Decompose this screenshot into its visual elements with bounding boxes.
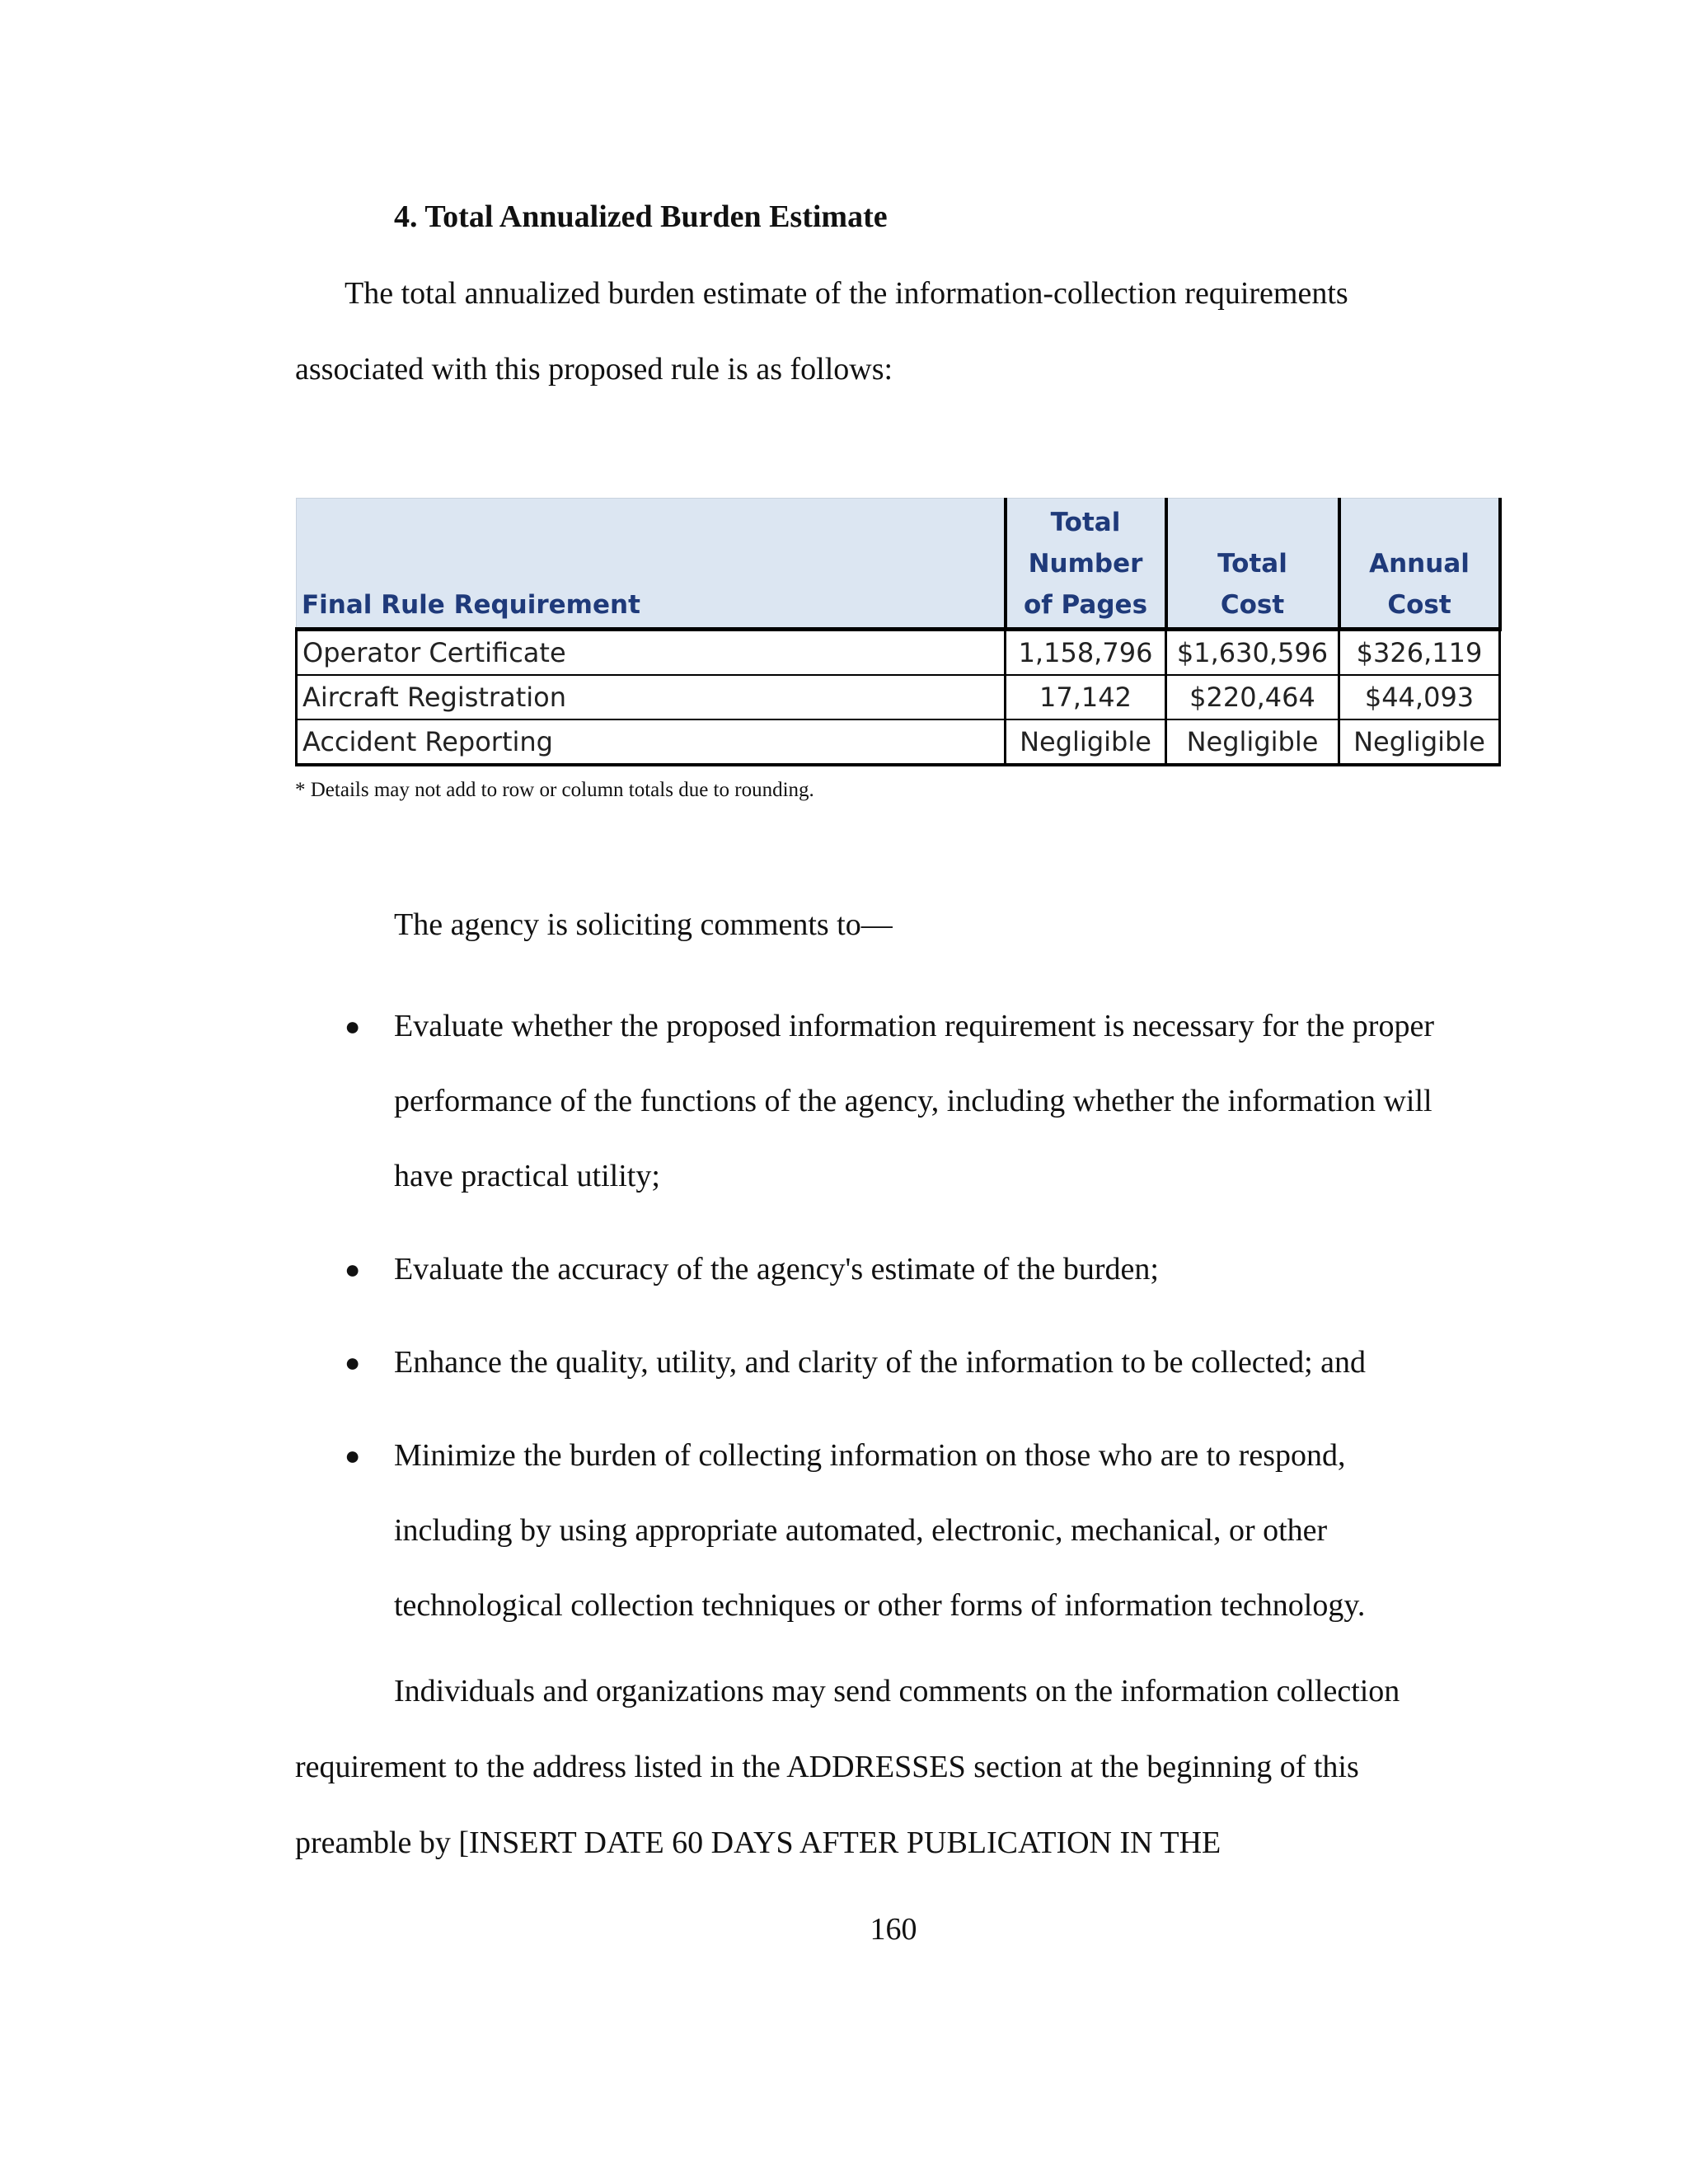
table-row: [297, 630, 1500, 676]
intro-line: The total annualized burden estimate of the information-collection requirements: [345, 276, 1348, 311]
bullet-icon: ●: [345, 1254, 361, 1284]
header-annual-cost: [1339, 499, 1500, 630]
comment-bullet-list: [295, 989, 1507, 1661]
cell-annual-cost: Negligible: [1339, 719, 1500, 765]
bullet-line: performance of the functions of the agency, including whether the information will: [394, 1084, 1432, 1118]
header-annual-cost-line: Annual: [1369, 549, 1470, 579]
cell-total-cost: $1,630,596: [1166, 630, 1339, 676]
bullet-line: Evaluate whether the proposed information requirement is necessary for the proper: [394, 1009, 1434, 1043]
bullet-icon: ●: [345, 1441, 361, 1470]
cell-requirement: Operator Certificate: [297, 630, 1006, 676]
cell-pages: 1,158,796: [1006, 630, 1166, 676]
cell-total-cost: Negligible: [1166, 719, 1339, 765]
cell-annual-cost: $44,093: [1339, 675, 1500, 719]
table-row: [297, 719, 1500, 765]
cell-requirement: Accident Reporting: [297, 719, 1006, 765]
cell-annual-cost: $326,119: [1339, 630, 1500, 676]
closing-paragraph: [295, 1653, 1507, 1881]
burden-table-wrapper: [295, 498, 1498, 766]
table-footnote: * Details may not add to row or column totals due to rounding.: [295, 779, 814, 801]
header-total-cost: [1166, 499, 1339, 630]
bullet-line: Enhance the quality, utility, and clarity of the information to be collected; and: [394, 1345, 1367, 1380]
table-header-row: [297, 499, 1500, 630]
header-pages-line: Total: [1050, 508, 1121, 537]
bullet-icon: ●: [345, 1347, 361, 1377]
section-heading: 4. Total Annualized Burden Estimate: [394, 199, 888, 234]
header-total-pages: [1006, 499, 1166, 630]
burden-table: [295, 498, 1502, 766]
header-total-cost-line: Cost: [1220, 590, 1285, 620]
list-item: [295, 1232, 1507, 1307]
list-item: [295, 989, 1507, 1214]
bullet-line: Minimize the burden of collecting information on those who are to respond,: [394, 1438, 1346, 1473]
header-pages-line: of Pages: [1023, 590, 1148, 620]
page-number: 160: [870, 1912, 917, 1947]
cell-requirement: Aircraft Registration: [297, 675, 1006, 719]
soliciting-paragraph: [295, 887, 1507, 963]
bullet-line: have practical utility;: [394, 1159, 660, 1193]
soliciting-line: The agency is soliciting comments to—: [394, 907, 893, 942]
intro-line: associated with this proposed rule is as follows:: [295, 352, 893, 387]
closing-line: Individuals and organizations may send comments on the information collection: [394, 1674, 1400, 1708]
bullet-icon: ●: [345, 1011, 361, 1041]
header-pages-line: Number: [1028, 549, 1143, 579]
closing-line: preamble by [INSERT DATE 60 DAYS AFTER PUBLICATION IN THE: [295, 1825, 1221, 1860]
cell-pages: 17,142: [1006, 675, 1166, 719]
header-annual-cost-line: Cost: [1387, 590, 1451, 620]
intro-paragraph: [295, 255, 1507, 407]
bullet-line: Evaluate the accuracy of the agency's estimate of the burden;: [394, 1252, 1159, 1286]
cell-pages: Negligible: [1006, 719, 1166, 765]
header-total-cost-line: Total: [1217, 549, 1287, 579]
bullet-line: technological collection techniques or other forms of information technology.: [394, 1588, 1366, 1623]
cell-total-cost: $220,464: [1166, 675, 1339, 719]
header-requirement: Final Rule Requirement: [297, 499, 1006, 630]
list-item: [295, 1325, 1507, 1400]
list-item: [295, 1418, 1507, 1643]
bullet-line: including by using appropriate automated, electronic, mechanical, or other: [394, 1513, 1328, 1548]
closing-line: requirement to the address listed in the ADDRESSES section at the beginning of this: [295, 1750, 1359, 1784]
table-row: [297, 675, 1500, 719]
